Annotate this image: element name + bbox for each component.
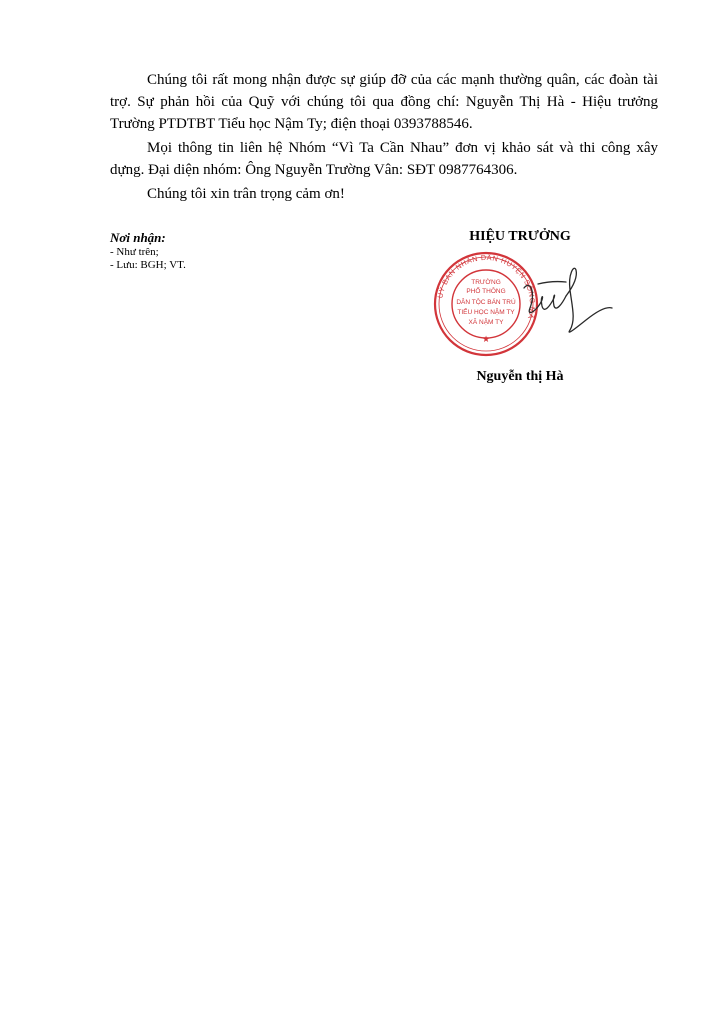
paragraph-thanks xyxy=(110,183,658,205)
official-seal-icon xyxy=(426,248,626,360)
recipients-title: Nơi nhận: xyxy=(110,230,166,245)
paragraph-contact xyxy=(110,137,658,181)
recipient-item: - Lưu: BGH; VT. xyxy=(110,259,186,271)
seal-line: TIỂU HỌC NẬM TY xyxy=(457,309,515,316)
seal-line: DÂN TỘC BÁN TRÚ xyxy=(456,299,516,306)
seal-line: XÃ NẬM TY xyxy=(468,319,504,326)
recipients-block xyxy=(110,230,310,272)
recipient-item: - Như trên; xyxy=(110,246,159,258)
seal-ring-text: UỶ BAN NHÂN DÂN HUYỆN SÔNG MÃ xyxy=(435,252,538,321)
paragraph-contact-text: Mọi thông tin liên hệ Nhóm “Vì Ta Cần Nhau” đơn vị khảo sát và thi công xây dựng. Đại diện nhóm: Ông Nguyễn Trường Vân: SĐT 0987764306. xyxy=(110,140,658,178)
seal-and-signature xyxy=(426,248,626,360)
signature-title: HIỆU TRƯỞNG xyxy=(469,229,571,244)
seal-line: PHỔ THÔNG xyxy=(466,288,506,295)
paragraph-request-text: Chúng tôi rất mong nhận được sự giúp đỡ của các mạnh thường quân, các đoàn tài trợ. Sự phản hồi của Quỹ với chúng tôi qua đồng chí: Nguyễn Thị Hà - Hiệu trưởng Trường PTDTBT Tiểu học Nậm Ty; điện thoại 0393788546. xyxy=(110,72,658,132)
signer-name: Nguyễn thị Hà xyxy=(476,369,564,384)
seal-line: TRƯỜNG xyxy=(471,279,501,286)
paragraph-request xyxy=(110,69,658,135)
seal-star-icon: ★ xyxy=(481,334,491,344)
paragraph-thanks-text: Chúng tôi xin trân trọng cảm ơn! xyxy=(147,186,345,202)
